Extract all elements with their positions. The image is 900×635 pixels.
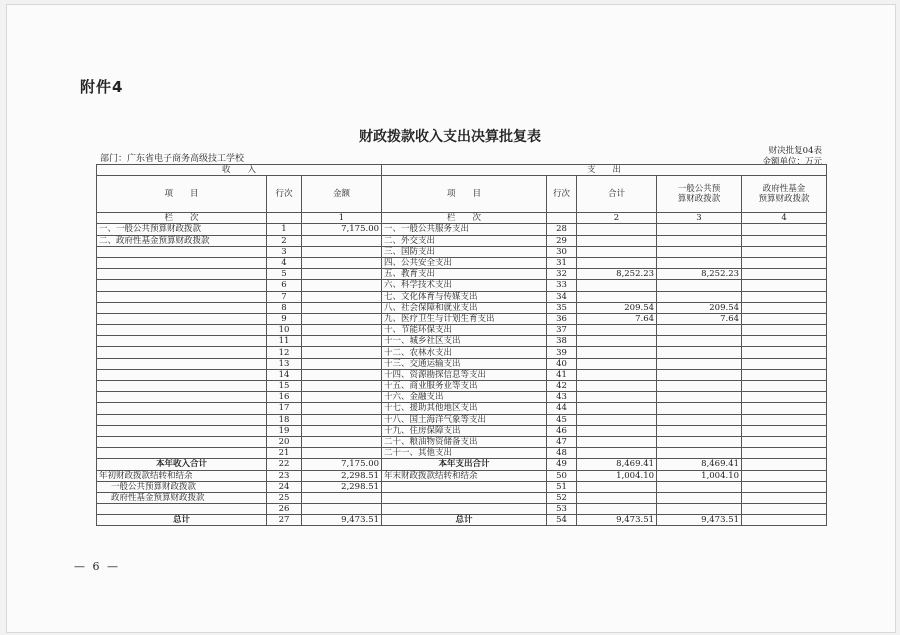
table-row (97, 257, 827, 268)
gov-fund-cell (742, 358, 827, 369)
income-line-cell: 3 (267, 246, 302, 257)
expense-total-cell: 7.64 (577, 313, 657, 324)
expense-total-cell: 8,252.23 (577, 269, 657, 280)
expense-item-cell: 总计 (382, 515, 547, 526)
income-item-cell (97, 347, 267, 358)
expense-total-cell (577, 246, 657, 257)
table-row (97, 369, 827, 380)
expense-total-cell: 8,469.41 (577, 459, 657, 470)
col-number-1: 1 (302, 213, 382, 224)
income-amount-cell: 2,298.51 (302, 470, 382, 481)
expense-line-cell: 40 (547, 358, 577, 369)
gov-fund-cell (742, 392, 827, 403)
general-public-cell (657, 414, 742, 425)
income-amount-cell (302, 257, 382, 268)
income-item-cell (97, 257, 267, 268)
expense-total-cell (577, 436, 657, 447)
income-item-cell (97, 336, 267, 347)
form-number: 财决批复04表 (768, 146, 822, 156)
expense-line-cell: 28 (547, 224, 577, 235)
expense-line-cell: 48 (547, 448, 577, 459)
expense-item-cell: 十八、国土海洋气象等支出 (382, 414, 547, 425)
expense-total-cell (577, 235, 657, 246)
income-line-cell: 2 (267, 235, 302, 246)
gov-fund-cell (742, 280, 827, 291)
expense-total-cell (577, 224, 657, 235)
expense-line-cell: 41 (547, 369, 577, 380)
expense-line-cell: 49 (547, 459, 577, 470)
income-line-cell: 17 (267, 403, 302, 414)
header-row-1 (97, 165, 827, 176)
table-row (97, 515, 827, 526)
income-item-cell (97, 381, 267, 392)
income-amount-cell (302, 302, 382, 313)
expense-line-cell: 34 (547, 291, 577, 302)
general-public-cell (657, 448, 742, 459)
expense-line-cell: 51 (547, 481, 577, 492)
expense-item-cell (382, 492, 547, 503)
income-item-cell: 政府性基金预算财政拨款 (97, 492, 267, 503)
general-public-header (657, 176, 742, 213)
expense-total-cell (577, 381, 657, 392)
gov-fund-cell (742, 459, 827, 470)
table-row (97, 269, 827, 280)
table-row (97, 246, 827, 257)
expense-item-cell: 本年支出合计 (382, 459, 547, 470)
income-amount-cell (302, 425, 382, 436)
table-body (97, 165, 827, 526)
income-item-cell: 二、政府性基金预算财政拨款 (97, 235, 267, 246)
income-line-cell: 10 (267, 325, 302, 336)
income-amount-cell (302, 347, 382, 358)
expense-item-cell: 七、文化体育与传媒支出 (382, 291, 547, 302)
expense-item-cell: 三、国防支出 (382, 246, 547, 257)
gov-fund-cell (742, 325, 827, 336)
income-item-cell (97, 291, 267, 302)
table-row (97, 436, 827, 447)
income-amount-cell (302, 504, 382, 515)
general-public-cell: 8,469.41 (657, 459, 742, 470)
table-row (97, 425, 827, 436)
expense-total-cell: 209.54 (577, 302, 657, 313)
table-row (97, 470, 827, 481)
income-line-cell: 24 (267, 481, 302, 492)
expense-item-cell: 六、科学技术支出 (382, 280, 547, 291)
table-row (97, 492, 827, 503)
gov-fund-cell (742, 235, 827, 246)
income-line-cell: 8 (267, 302, 302, 313)
gov-fund-cell (742, 504, 827, 515)
gov-fund-cell (742, 515, 827, 526)
document-title: 财政拨款收入支出决算批复表 (359, 129, 541, 145)
income-amount-cell (302, 392, 382, 403)
general-public-cell (657, 504, 742, 515)
general-public-cell (657, 392, 742, 403)
income-item-cell (97, 403, 267, 414)
table-row (97, 481, 827, 492)
expense-line-header: 行次 (547, 176, 577, 213)
income-amount-cell: 7,175.00 (302, 224, 382, 235)
expense-line-cell: 43 (547, 392, 577, 403)
income-item-cell: 本年收入合计 (97, 459, 267, 470)
table-row (97, 224, 827, 235)
income-item-cell (97, 414, 267, 425)
income-amount-cell (302, 369, 382, 380)
income-line-cell: 7 (267, 291, 302, 302)
gov-fund-header-line1: 政府性基金 (762, 184, 806, 195)
income-amount-cell (302, 325, 382, 336)
expense-line-cell: 39 (547, 347, 577, 358)
budget-table (96, 164, 827, 526)
table-row (97, 414, 827, 425)
income-line-cell: 18 (267, 414, 302, 425)
expense-total-cell (577, 257, 657, 268)
expense-item-cell: 十三、交通运输支出 (382, 358, 547, 369)
income-amount-cell (302, 403, 382, 414)
expense-header: 支 出 (382, 165, 827, 176)
income-amount-cell (302, 448, 382, 459)
table-row (97, 325, 827, 336)
expense-item-cell (382, 481, 547, 492)
annex-label: 附件4 (80, 78, 124, 96)
expense-line-cell: 45 (547, 414, 577, 425)
expense-line-cell: 52 (547, 492, 577, 503)
table-row (97, 291, 827, 302)
table-row (97, 313, 827, 324)
income-amount-cell (302, 336, 382, 347)
expense-total-cell (577, 291, 657, 302)
table-row (97, 381, 827, 392)
table-row (97, 358, 827, 369)
col-number-2: 2 (577, 213, 657, 224)
income-amount-cell (302, 436, 382, 447)
expense-item-cell: 二、外交支出 (382, 235, 547, 246)
expense-total-cell: 9,473.51 (577, 515, 657, 526)
expense-line-cell: 30 (547, 246, 577, 257)
expense-line-cell: 36 (547, 313, 577, 324)
expense-item-cell: 五、教育支出 (382, 269, 547, 280)
expense-total-cell (577, 336, 657, 347)
income-amount-cell: 7,175.00 (302, 459, 382, 470)
table-row (97, 347, 827, 358)
general-public-cell (657, 381, 742, 392)
column-number-row (97, 213, 827, 224)
gov-fund-cell (742, 414, 827, 425)
expense-line-cell: 47 (547, 436, 577, 447)
income-amount-cell (302, 246, 382, 257)
expense-item-cell: 十、节能环保支出 (382, 325, 547, 336)
income-col-label: 栏 次 (97, 213, 267, 224)
table-row (97, 504, 827, 515)
general-public-cell (657, 347, 742, 358)
income-line-cell: 13 (267, 358, 302, 369)
expense-item-cell: 十六、金融支出 (382, 392, 547, 403)
income-item-cell: 年初财政拨款结转和结余 (97, 470, 267, 481)
income-amount-cell (302, 313, 382, 324)
general-public-cell: 9,473.51 (657, 515, 742, 526)
expense-line-cell: 54 (547, 515, 577, 526)
gov-fund-cell (742, 336, 827, 347)
income-amount-cell (302, 414, 382, 425)
table-row (97, 459, 827, 470)
general-public-cell: 209.54 (657, 302, 742, 313)
income-line-cell: 12 (267, 347, 302, 358)
income-item-cell (97, 302, 267, 313)
income-line-cell: 27 (267, 515, 302, 526)
income-line-cell: 9 (267, 313, 302, 324)
general-public-cell: 8,252.23 (657, 269, 742, 280)
income-item-cell (97, 425, 267, 436)
expense-item-cell: 二十一、其他支出 (382, 448, 547, 459)
income-line-cell: 14 (267, 369, 302, 380)
expense-item-cell: 十五、商业服务业等支出 (382, 381, 547, 392)
expense-line-cell: 53 (547, 504, 577, 515)
income-line-cell: 16 (267, 392, 302, 403)
general-public-cell (657, 280, 742, 291)
income-line-header: 行次 (267, 176, 302, 213)
income-amount-cell (302, 291, 382, 302)
col-number-3: 3 (657, 213, 742, 224)
expense-line-cell: 32 (547, 269, 577, 280)
general-public-cell (657, 257, 742, 268)
gov-fund-cell (742, 369, 827, 380)
income-item-cell (97, 280, 267, 291)
expense-total-cell (577, 425, 657, 436)
expense-total-cell (577, 325, 657, 336)
col-number-4: 4 (742, 213, 827, 224)
income-amount-cell (302, 381, 382, 392)
general-public-cell (657, 325, 742, 336)
income-line-cell: 20 (267, 436, 302, 447)
gov-fund-cell (742, 313, 827, 324)
gov-fund-cell (742, 492, 827, 503)
income-item-cell (97, 246, 267, 257)
income-line-cell: 5 (267, 269, 302, 280)
expense-item-cell: 十九、住房保障支出 (382, 425, 547, 436)
expense-total-cell (577, 414, 657, 425)
income-item-cell (97, 313, 267, 324)
general-public-cell (657, 403, 742, 414)
income-amount-cell: 2,298.51 (302, 481, 382, 492)
gov-fund-cell (742, 257, 827, 268)
income-item-cell (97, 269, 267, 280)
gov-fund-cell (742, 403, 827, 414)
general-public-cell (657, 224, 742, 235)
gov-fund-cell (742, 425, 827, 436)
income-line-cell: 25 (267, 492, 302, 503)
income-line-cell: 4 (267, 257, 302, 268)
expense-item-cell: 一、一般公共服务支出 (382, 224, 547, 235)
expense-item-cell: 十七、援助其他地区支出 (382, 403, 547, 414)
income-line-cell: 19 (267, 425, 302, 436)
income-item-cell: 一、一般公共预算财政拨款 (97, 224, 267, 235)
general-public-header-line1: 一般公共预 (677, 184, 721, 195)
expense-total-header: 合计 (577, 176, 657, 213)
gov-fund-cell (742, 291, 827, 302)
expense-item-cell: 八、社会保障和就业支出 (382, 302, 547, 313)
income-amount-cell (302, 492, 382, 503)
table-row (97, 336, 827, 347)
gov-fund-header (742, 176, 827, 213)
income-item-cell (97, 358, 267, 369)
table-row (97, 280, 827, 291)
income-amount-cell (302, 358, 382, 369)
expense-line-cell: 42 (547, 381, 577, 392)
table-row (97, 403, 827, 414)
expense-line-cell: 35 (547, 302, 577, 313)
general-public-cell (657, 235, 742, 246)
general-public-header-line2: 算财政拨款 (677, 194, 721, 205)
expense-item-cell: 年末财政拨款结转和结余 (382, 470, 547, 481)
expense-total-cell (577, 369, 657, 380)
income-item-header: 项 目 (97, 176, 267, 213)
expense-item-cell: 十一、城乡社区支出 (382, 336, 547, 347)
expense-line-cell: 37 (547, 325, 577, 336)
general-public-cell (657, 425, 742, 436)
expense-item-header: 项 目 (382, 176, 547, 213)
gov-fund-cell (742, 381, 827, 392)
general-public-cell (657, 358, 742, 369)
department-label: 部门：广东省电子商务高级技工学校 (100, 154, 245, 164)
income-line-cell: 23 (267, 470, 302, 481)
income-item-cell (97, 436, 267, 447)
income-item-cell (97, 504, 267, 515)
expense-line-cell: 29 (547, 235, 577, 246)
table-row (97, 392, 827, 403)
gov-fund-cell (742, 269, 827, 280)
gov-fund-cell (742, 246, 827, 257)
gov-fund-cell (742, 448, 827, 459)
income-line-cell: 21 (267, 448, 302, 459)
general-public-cell (657, 336, 742, 347)
income-line-cell: 11 (267, 336, 302, 347)
header-row-2 (97, 176, 827, 213)
gov-fund-cell (742, 470, 827, 481)
income-header: 收 入 (97, 165, 382, 176)
expense-total-cell (577, 448, 657, 459)
income-line-cell: 22 (267, 459, 302, 470)
table-row (97, 448, 827, 459)
general-public-cell: 1,004.10 (657, 470, 742, 481)
income-item-cell (97, 325, 267, 336)
income-item-cell (97, 392, 267, 403)
expense-item-cell: 四、公共安全支出 (382, 257, 547, 268)
income-amount-cell: 9,473.51 (302, 515, 382, 526)
income-item-cell (97, 369, 267, 380)
expense-total-cell (577, 492, 657, 503)
expense-line-cell: 46 (547, 425, 577, 436)
table-row (97, 235, 827, 246)
income-item-cell: 总计 (97, 515, 267, 526)
general-public-cell (657, 369, 742, 380)
income-line-cell: 1 (267, 224, 302, 235)
expense-total-cell (577, 280, 657, 291)
income-item-cell: 一般公共预算财政拨款 (97, 481, 267, 492)
page-number: — 6 — (74, 560, 120, 573)
general-public-cell (657, 246, 742, 257)
blank-cell (547, 213, 577, 224)
income-line-cell: 15 (267, 381, 302, 392)
gov-fund-cell (742, 481, 827, 492)
expense-total-cell (577, 392, 657, 403)
income-amount-header: 金额 (302, 176, 382, 213)
income-line-cell: 6 (267, 280, 302, 291)
expense-item-cell (382, 504, 547, 515)
expense-item-cell: 十四、资源勘探信息等支出 (382, 369, 547, 380)
expense-line-cell: 31 (547, 257, 577, 268)
gov-fund-cell (742, 302, 827, 313)
expense-item-cell: 十二、农林水支出 (382, 347, 547, 358)
amount-unit: 金额单位：万元 (762, 157, 822, 167)
income-amount-cell (302, 269, 382, 280)
income-item-cell (97, 448, 267, 459)
expense-total-cell (577, 504, 657, 515)
expense-line-cell: 50 (547, 470, 577, 481)
expense-col-label: 栏 次 (382, 213, 547, 224)
expense-line-cell: 38 (547, 336, 577, 347)
gov-fund-cell (742, 347, 827, 358)
general-public-cell (657, 492, 742, 503)
expense-total-cell: 1,004.10 (577, 470, 657, 481)
blank-cell (267, 213, 302, 224)
expense-total-cell (577, 403, 657, 414)
expense-item-cell: 九、医疗卫生与计划生育支出 (382, 313, 547, 324)
gov-fund-cell (742, 224, 827, 235)
general-public-cell (657, 291, 742, 302)
income-amount-cell (302, 280, 382, 291)
gov-fund-header-line2: 预算财政拨款 (758, 194, 810, 205)
expense-total-cell (577, 347, 657, 358)
expense-line-cell: 44 (547, 403, 577, 414)
general-public-cell (657, 481, 742, 492)
expense-total-cell (577, 481, 657, 492)
general-public-cell (657, 436, 742, 447)
expense-item-cell: 二十、粮油物资储备支出 (382, 436, 547, 447)
gov-fund-cell (742, 436, 827, 447)
general-public-cell: 7.64 (657, 313, 742, 324)
income-amount-cell (302, 235, 382, 246)
income-line-cell: 26 (267, 504, 302, 515)
table-row (97, 302, 827, 313)
expense-total-cell (577, 358, 657, 369)
expense-line-cell: 33 (547, 280, 577, 291)
